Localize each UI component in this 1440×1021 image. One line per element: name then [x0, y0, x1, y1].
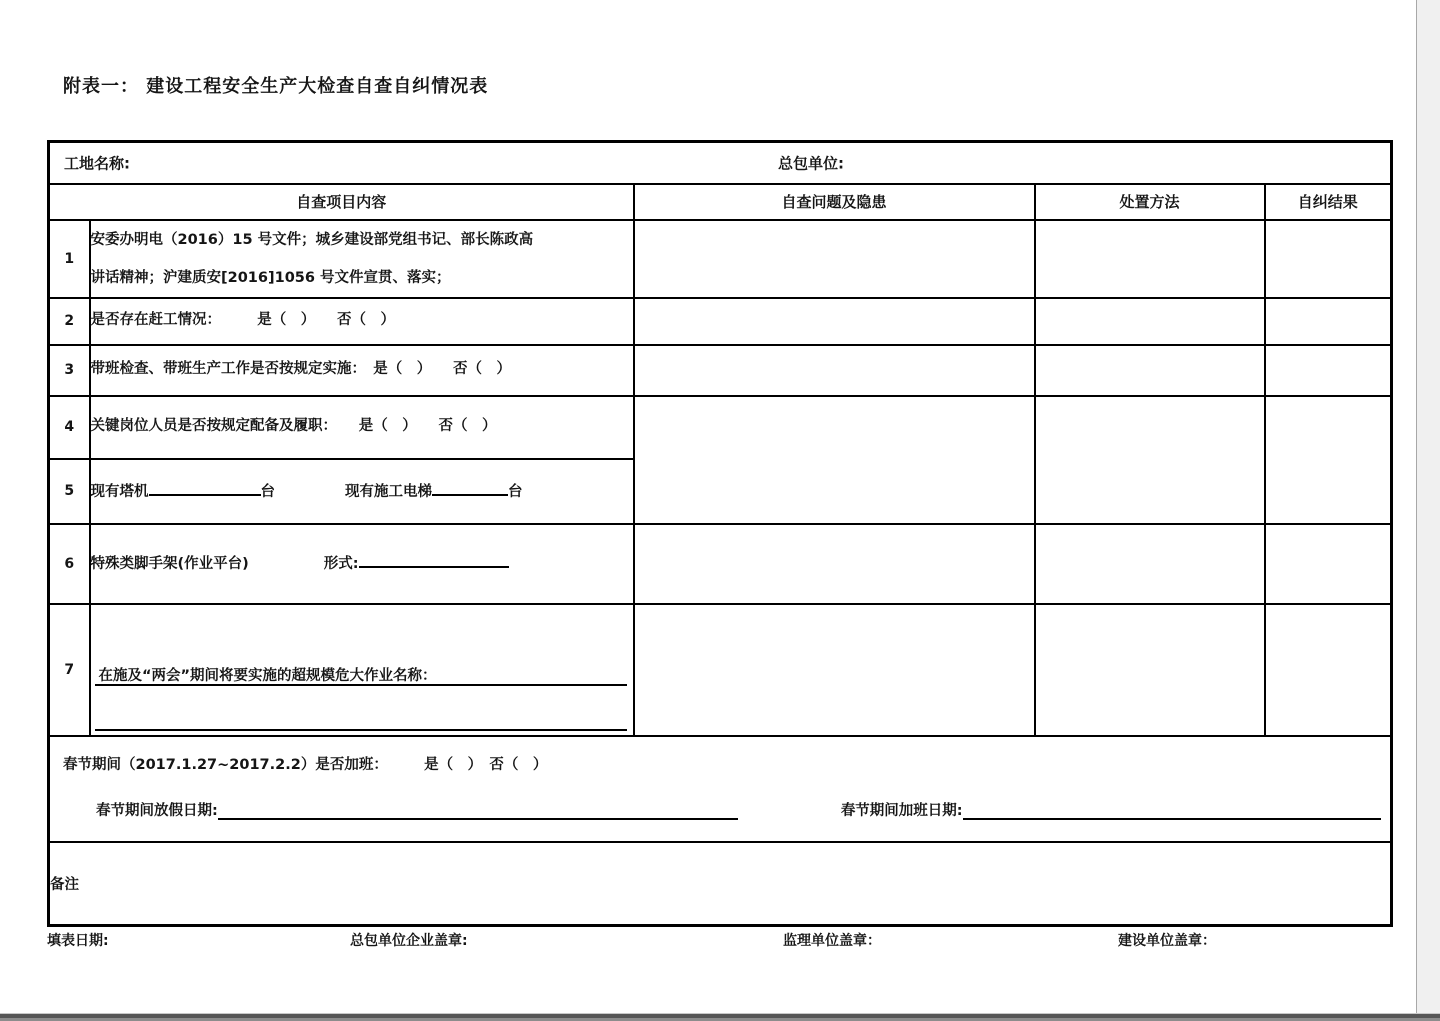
item-7-text [90, 604, 634, 736]
column-header-row [49, 184, 1392, 220]
item-3-text: 带班检查、带班生产工作是否按规定实施： 是（ ） 否（ ） [90, 345, 634, 396]
spring-overtime-question: 春节期间（2017.1.27~2017.2.2）是否加班： 是（ ） 否（ ） [63, 756, 548, 773]
spring-festival-cell [49, 736, 1392, 842]
operation-name-blank-2 [95, 729, 627, 731]
disposal-cell-row2 [1035, 298, 1265, 345]
item-1-text [90, 220, 634, 298]
self-inspection-table [47, 140, 1393, 927]
issues-cell-row6 [634, 524, 1035, 604]
col-header-issues: 自查问题及隐患 [634, 184, 1035, 220]
remark-cell [49, 842, 1392, 926]
result-cell-row3 [1265, 345, 1392, 396]
scaffold-type-label: 形式: [323, 556, 359, 573]
item-row-2 [49, 298, 1392, 345]
remark-row [49, 842, 1392, 926]
item-7-number: 7 [49, 604, 90, 736]
item-row-4 [49, 396, 1392, 459]
operation-name-heading: 在施及“两会”期间将要实施的超规模危大作业名称： [98, 668, 437, 684]
signature-footer [0, 930, 1392, 954]
remark-label: 备注 [50, 876, 79, 893]
item-1-number: 1 [49, 220, 90, 298]
disposal-cell-row3 [1035, 345, 1265, 396]
overtime-dates-blank [963, 800, 1381, 820]
issues-cell-row7 [634, 604, 1035, 736]
site-contractor-cell [49, 142, 1392, 184]
disposal-cell-row6 [1035, 524, 1265, 604]
item-4-number: 4 [49, 396, 90, 459]
site-contractor-row [49, 142, 1392, 184]
item-6-number: 6 [49, 524, 90, 604]
overtime-dates-label: 春节期间加班日期: [840, 802, 963, 819]
item-1-line2: 讲话精神；沪建质安[2016]1056 号文件宣贯、落实； [90, 269, 451, 286]
tower-crane-count-blank [149, 479, 261, 496]
holiday-dates-blank [218, 800, 738, 820]
result-cell-row1 [1265, 220, 1392, 298]
hoist-label: 现有施工电梯 [345, 483, 432, 500]
contractor-label: 总包单位: [778, 154, 844, 173]
contractor-seal-label: 总包单位企业盖章: [350, 933, 468, 949]
viewer-right-margin [1416, 0, 1440, 1013]
col-header-content: 自查项目内容 [49, 184, 634, 220]
scaffold-type-blank [359, 551, 509, 568]
item-2-text: 是否存在赶工情况： 是（ ） 否（ ） [90, 298, 634, 345]
item-4-text: 关键岗位人员是否按规定配备及履职： 是（ ） 否（ ） [90, 396, 634, 459]
builder-seal-label: 建设单位盖章： [1118, 933, 1216, 949]
result-cell-row2 [1265, 298, 1392, 345]
issues-cell-row1 [634, 220, 1035, 298]
item-row-1 [49, 220, 1392, 298]
issues-cell-row2 [634, 298, 1035, 345]
hoist-unit: 台 [508, 483, 523, 500]
tower-crane-label: 现有塔机 [90, 483, 149, 500]
operation-name-blank-1 [95, 684, 627, 686]
item-3-number: 3 [49, 345, 90, 396]
tower-crane-unit: 台 [260, 483, 275, 500]
item-5-text [90, 459, 634, 524]
scaffold-label: 特殊类脚手架(作业平台) [90, 556, 249, 573]
item-6-text [90, 524, 634, 604]
fill-date-label: 填表日期: [47, 933, 109, 949]
disposal-cell-row4-5 [1035, 396, 1265, 524]
supervisor-seal-label: 监理单位盖章： [783, 933, 881, 949]
col-header-disposal: 处置方法 [1035, 184, 1265, 220]
item-1-line1: 安委办明电（2016）15 号文件；城乡建设部党组书记、部长陈政高 [90, 231, 534, 248]
spring-festival-row [49, 736, 1392, 842]
page-title: 附表一： 建设工程安全生产大检查自查自纠情况表 [63, 76, 489, 97]
window-bottom-scrollbar[interactable] [0, 1013, 1440, 1021]
result-cell-row6 [1265, 524, 1392, 604]
disposal-cell-row1 [1035, 220, 1265, 298]
col-header-result: 自纠结果 [1265, 184, 1392, 220]
result-cell-row7 [1265, 604, 1392, 736]
spring-dates-line [96, 799, 1381, 820]
holiday-dates-label: 春节期间放假日期: [96, 802, 218, 819]
issues-cell-row4-5 [634, 396, 1035, 524]
issues-cell-row3 [634, 345, 1035, 396]
hoist-count-blank [432, 479, 508, 496]
item-row-3 [49, 345, 1392, 396]
item-5-number: 5 [49, 459, 90, 524]
item-row-6 [49, 524, 1392, 604]
result-cell-row4-5 [1265, 396, 1392, 524]
item-row-7 [49, 604, 1392, 736]
item-2-number: 2 [49, 298, 90, 345]
site-name-label: 工地名称: [64, 154, 130, 173]
disposal-cell-row7 [1035, 604, 1265, 736]
